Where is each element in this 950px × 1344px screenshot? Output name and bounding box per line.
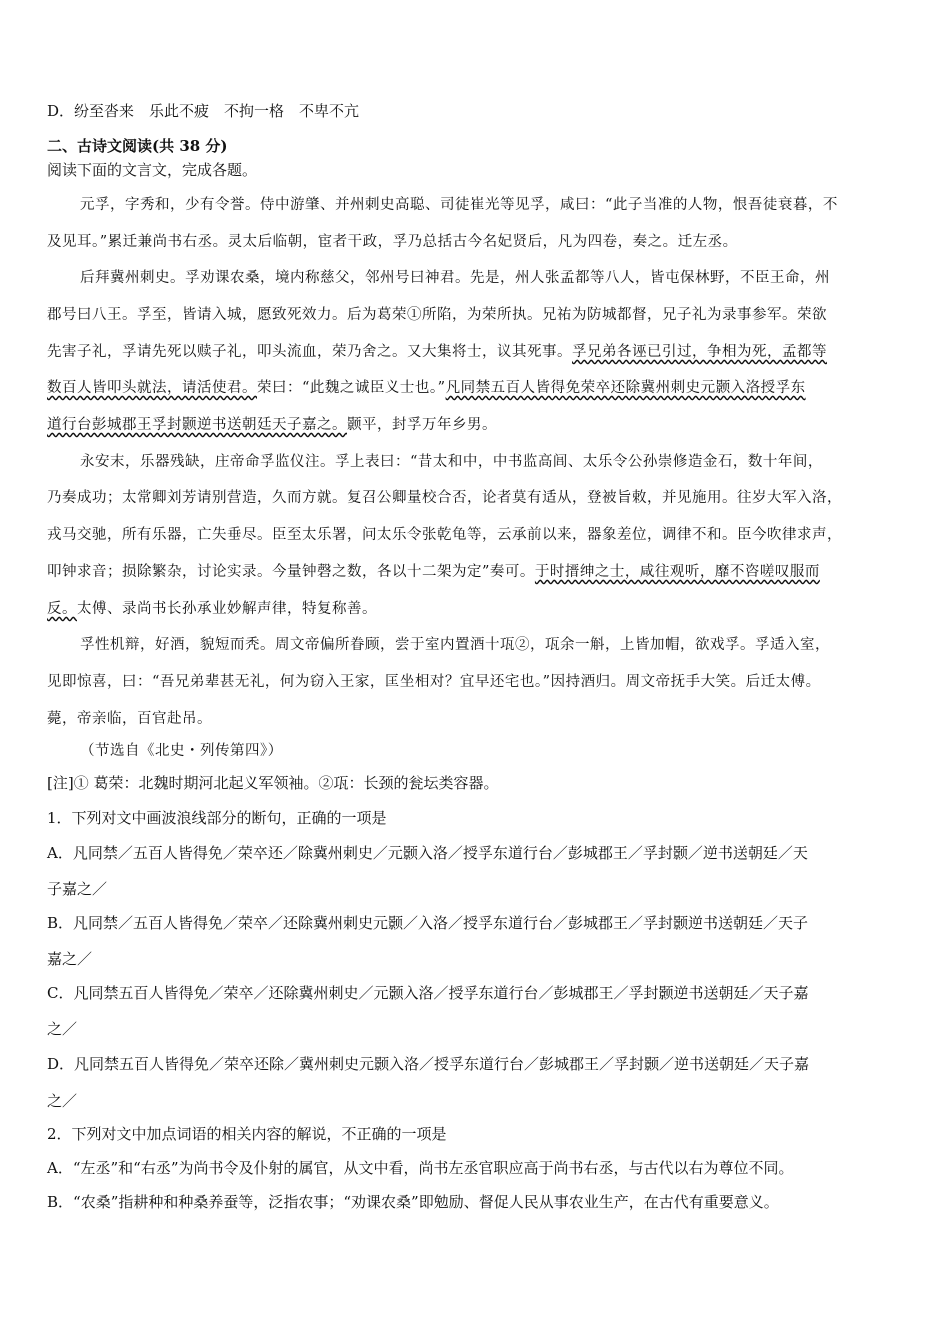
option-d-previous: D．纷至沓来 乐此不疲 不拘一格 不卑不亢 <box>47 102 360 120</box>
passage-text: 太傅、录尚书长孙承业妙解声律，特复称善。 <box>77 601 377 617</box>
question-2-stem: 2．下列对文中加点词语的相关内容的解说，不正确的一项是 <box>47 1125 447 1143</box>
question-1-option-b-cont: 嘉之／ <box>47 950 93 968</box>
passage-p4-line3: 薨，帝亲临，百官赴吊。 <box>47 711 212 727</box>
passage-p1-line1: 元孚，字秀和，少有令誉。侍中游肇、并州刺史高聪、司徒崔光等见孚，咸曰：“此子当准的人物，恨吾徒衰暮，不 <box>80 197 838 213</box>
underlined-sentence: 于时搢绅之士，咸往观听，靡不咨嗟叹服而 <box>534 564 820 580</box>
passage-p3-line4 <box>47 562 820 582</box>
section-title: 二、古诗文阅读(共 38 分) <box>47 137 228 155</box>
passage-p1-line2: 及见耳。”累迁兼尚书右丞。灵太后临朝，宦者干政，孚乃总括古今名妃贤后，凡为四卷，奏之。迁左丞。 <box>47 234 738 250</box>
question-1-option-d-cont: 之／ <box>47 1092 78 1110</box>
underlined-sentence: 数百人皆叩头就法，请活使君。 <box>47 380 257 396</box>
wavy-underline-passage: 道行台彭城郡王孚封颢逆书送朝廷天子嘉之。 <box>47 417 347 433</box>
question-1-option-c-cont: 之／ <box>47 1020 78 1038</box>
passage-p3-line2: 乃奏成功；太常卿刘芳请别营造，久而方就。复召公卿量校合否，论者莫有适从，登被旨敕，并见施用。往岁大军入洛， <box>47 490 842 506</box>
passage-text: 荣曰：“此魏之诚臣义士也。” <box>257 380 446 396</box>
annotation-note: [注]① 葛荣：北魏时期河北起义军领袖。②瓨：长颈的瓮坛类容器。 <box>47 774 499 792</box>
passage-p4-line2: 见即惊喜，曰：“吾兄弟辈甚无礼，何为窃入王家，匡坐相对？宜早还宅也。”因持酒归。周文帝抚手大笑。后迁太傅。 <box>47 674 821 690</box>
question-2-option-b: B．“农桑”指耕种和种桑养蚕等，泛指农事；“劝课农桑”即勉励、督促人民从事农业生产，在古代有重要意义。 <box>47 1193 779 1211</box>
passage-p2-line1: 后拜冀州刺史。孚劝课农桑，境内称慈父，邻州号曰神君。先是，州人张孟都等八人，皆屯保林野，不臣王命，州 <box>80 270 830 286</box>
passage-p2-line5 <box>47 415 497 435</box>
instruction: 阅读下面的文言文，完成各题。 <box>47 161 258 179</box>
passage-p2-line4 <box>47 378 806 398</box>
passage-p3-line3: 戎马交驰，所有乐器，亡失垂尽。臣至太乐署，问太乐令张乾龟等，云承前以来，器象差位，调律不和。臣今吹律求声， <box>47 527 842 543</box>
question-2-option-a: A．“左丞”和“右丞”为尚书令及仆射的属官，从文中看，尚书左丞官职应高于尚书右丞，与古代以右为尊位不同。 <box>47 1159 794 1177</box>
passage-text: 叩钟求音；损除繁杂，讨论实录。今量钟磬之数，各以十二架为定”奏可。 <box>47 564 535 580</box>
passage-text: 颢平，封孚万年乡男。 <box>347 417 497 433</box>
wavy-underline-passage: 凡同禁五百人皆得免荣卒还除冀州刺史元颢入洛授孚东 <box>445 380 806 396</box>
passage-p2-line3 <box>47 342 827 362</box>
passage-text: 先害子礼，孚请先死以赎子礼，叩头流血，荣乃舍之。又大集将士，议其死事。 <box>47 344 572 360</box>
passage-p4-line1: 孚性机辩，好酒，貌短而秃。周文帝偏所眷顾，尝于室内置酒十瓨②，瓨余一斛，上皆加帽，欲戏孚。孚适入室， <box>80 637 830 653</box>
question-1-option-a: A．凡同禁／五百人皆得免／荣卒还／除冀州刺史／元颢入洛／授孚东道行台／彭城郡王／孚封颢／逆书送朝廷／天 <box>47 844 808 862</box>
passage-p2-line2: 郡号曰八王。孚至，皆请入城，愿致死效力。后为葛荣①所陷，为荣所执。兄祐为防城都督，兄子礼为录事参军。荣欲 <box>47 307 827 323</box>
underlined-sentence: 反。 <box>47 601 77 617</box>
underlined-sentence: 孚兄弟各诬已引过，争相为死，孟都等 <box>572 344 827 360</box>
question-1-option-d: D．凡同禁五百人皆得免／荣卒还除／冀州刺史元颢入洛／授孚东道行台／彭城郡王／孚封颢／逆书送朝廷／天子嘉 <box>47 1055 810 1073</box>
passage-source: （节选自《北史・列传第四》） <box>80 743 283 759</box>
passage-p3-line1: 永安末，乐器残缺，庄帝命孚监仪注。孚上表曰：“昔太和中，中书监高闾、太乐令公孙崇修造金石，数十年间， <box>80 454 823 470</box>
passage-p3-line5 <box>47 599 377 619</box>
question-1-option-a-cont: 子嘉之／ <box>47 880 108 898</box>
question-1-option-c: C．凡同禁五百人皆得免／荣卒／还除冀州刺史／元颢入洛／授孚东道行台／彭城郡王／孚封颢逆书送朝廷／天子嘉 <box>47 984 809 1002</box>
question-1-stem: 1．下列对文中画波浪线部分的断句，正确的一项是 <box>47 809 387 827</box>
question-1-option-b: B．凡同禁／五百人皆得免／荣卒／还除冀州刺史元颢／入洛／授孚东道行台／彭城郡王／孚封颢逆书送朝廷／天子 <box>47 914 809 932</box>
